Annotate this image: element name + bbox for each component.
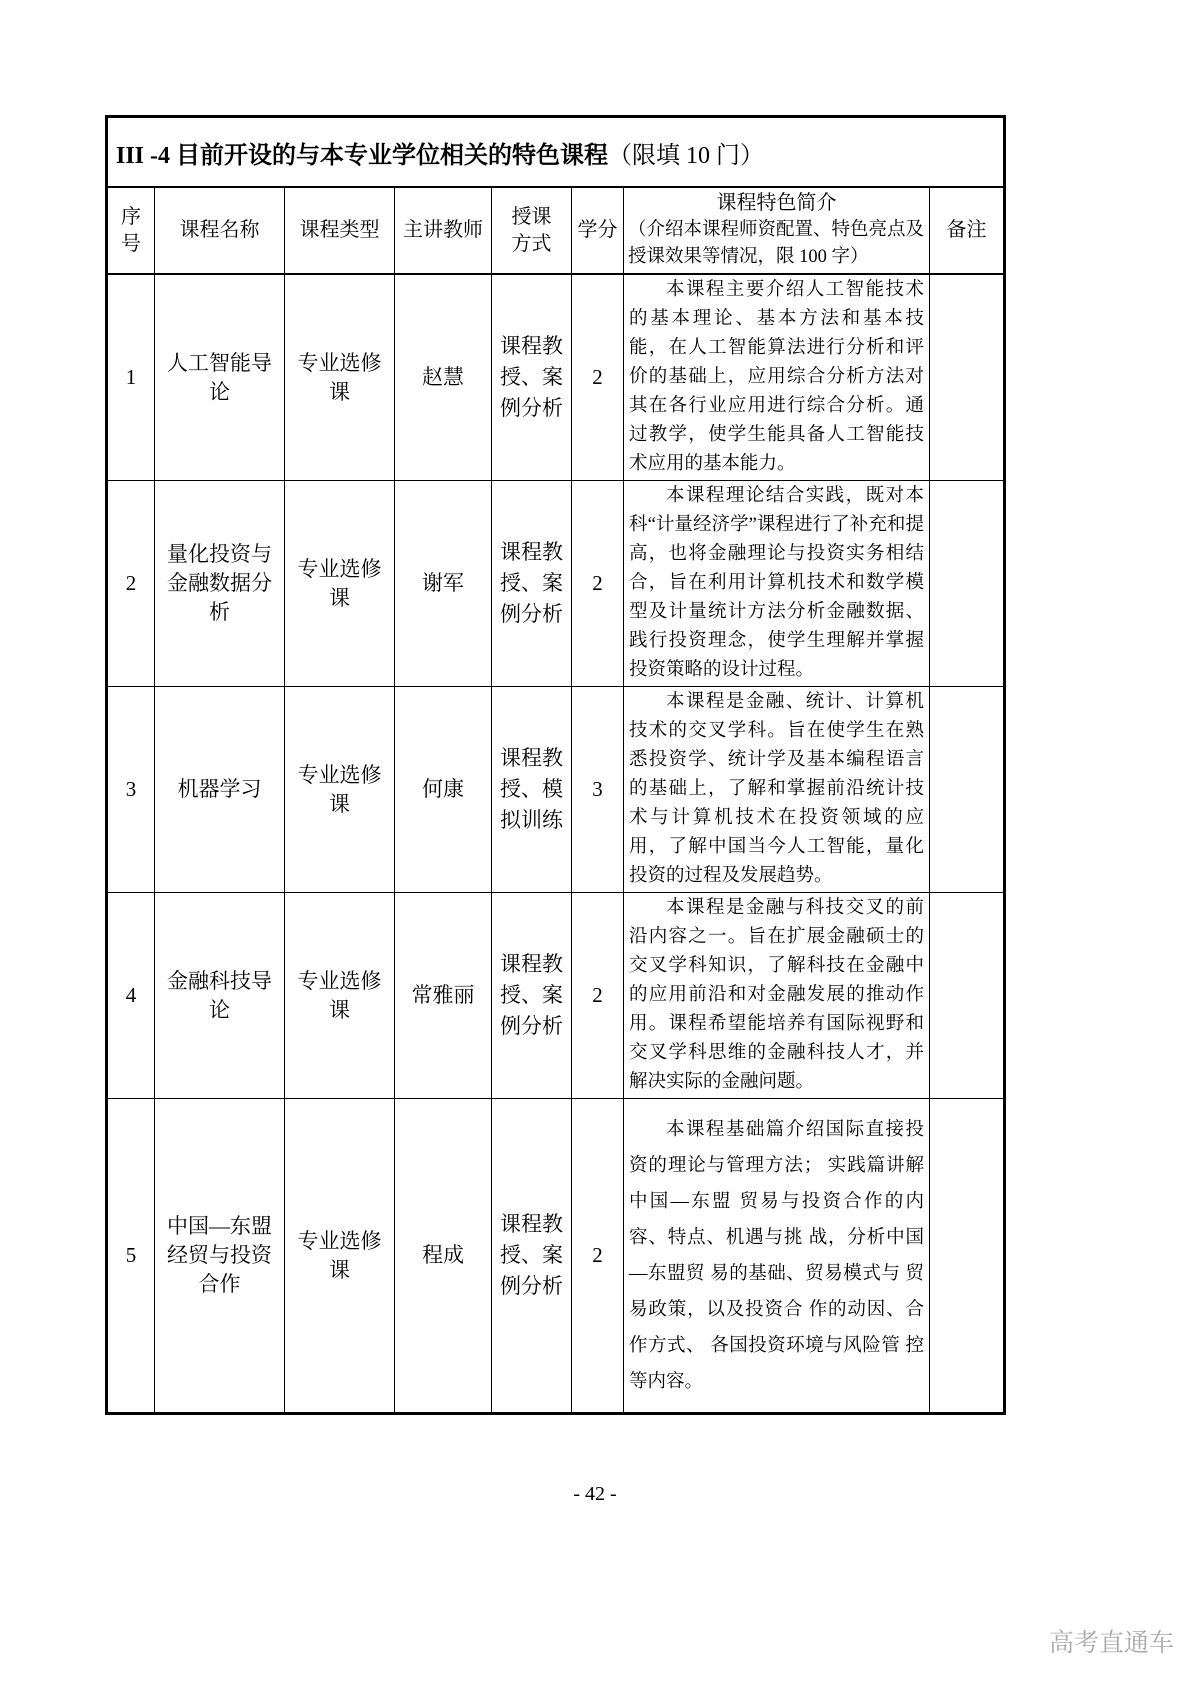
- row-index: 2: [107, 481, 155, 687]
- table-title-text: III -4 目前开设的与本专业学位相关的特色课程: [116, 142, 609, 169]
- featured-courses-table: [105, 115, 1006, 1415]
- header-index: 序号: [107, 187, 155, 274]
- table-row: [107, 893, 1005, 1099]
- row-index: 4: [107, 893, 155, 1099]
- course-intro-text: 本课程是金融、统计、计算机技术的交叉学科。旨在使学生在熟悉投资学、统计学及基本编程语言的基础上，了解和掌握前沿统计技术与计算机技术在投资领域的应用，了解中国当今人工智能，量化投资的过程及发展趋势。: [629, 692, 924, 886]
- watermark: 高考直通车: [1048, 1629, 1174, 1657]
- course-teacher: 常雅丽: [395, 893, 492, 1099]
- header-intro-note: （介绍本课程师资配置、特色亮点及授课效果等情况，限 100 字）: [628, 220, 925, 267]
- course-credits: 2: [572, 1099, 624, 1414]
- course-method: 课程教授、案例分析: [492, 1099, 572, 1414]
- course-method: 课程教授、案例分析: [492, 274, 572, 481]
- course-credits: 2: [572, 481, 624, 687]
- course-intro-text: 本课程主要介绍人工智能技术的基本理论、基本方法和基本技能，在人工智能算法进行分析和评价的基础上，应用综合分析方法对其在各行业应用进行综合分析。通过教学，使学生能具备人工智能技术应用的基本能力。: [629, 280, 924, 474]
- course-remark: [930, 274, 1005, 481]
- header-course-type: 课程类型: [285, 187, 395, 274]
- table-title-row: [107, 117, 1005, 188]
- course-type: 专业选修课: [285, 1099, 395, 1414]
- course-remark: [930, 1099, 1005, 1414]
- course-type: 专业选修课: [285, 274, 395, 481]
- header-method: 授课方式: [492, 187, 572, 274]
- header-remark: 备注: [930, 187, 1005, 274]
- course-intro-text: 本课程基础篇介绍国际直接投资的理论与管理方法； 实践篇讲解中国—东盟 贸易与投资合作的内容、特点、机遇与挑 战，分析中国—东盟贸 易的基础、贸易模式与 贸易政策，以及投资合 作的动因、合作方式、 各国投资环境与风险管 控等内容。: [629, 1119, 924, 1392]
- header-course-name: 课程名称: [155, 187, 285, 274]
- course-credits: 2: [572, 274, 624, 481]
- course-type: 专业选修课: [285, 893, 395, 1099]
- table-row: [107, 481, 1005, 687]
- course-method: 课程教授、案例分析: [492, 481, 572, 687]
- table-row: [107, 1099, 1005, 1414]
- course-method: 课程教授、案例分析: [492, 893, 572, 1099]
- course-intro: [624, 481, 930, 687]
- course-intro: [624, 274, 930, 481]
- course-intro: [624, 687, 930, 893]
- page-number: - 42 -: [573, 1483, 617, 1505]
- course-intro-text: 本课程是金融与科技交叉的前沿内容之一。旨在扩展金融硕士的交叉学科知识，了解科技在金融中的应用前沿和对金融发展的推动作用。课程希望能培养有国际视野和交叉学科思维的金融科技人才，并解决实际的金融问题。: [629, 898, 924, 1092]
- header-intro: [624, 187, 930, 274]
- course-name: 中国—东盟经贸与投资合作: [155, 1099, 285, 1414]
- row-index: 5: [107, 1099, 155, 1414]
- course-name: 机器学习: [155, 687, 285, 893]
- course-remark: [930, 481, 1005, 687]
- course-type: 专业选修课: [285, 687, 395, 893]
- table-title-limit: （限填 10 门）: [608, 142, 765, 169]
- course-intro: [624, 1099, 930, 1414]
- course-credits: 2: [572, 893, 624, 1099]
- header-intro-title: 课程特色简介: [716, 192, 837, 214]
- course-teacher: 谢军: [395, 481, 492, 687]
- course-type: 专业选修课: [285, 481, 395, 687]
- table-row: [107, 274, 1005, 481]
- header-credits: 学分: [572, 187, 624, 274]
- course-remark: [930, 893, 1005, 1099]
- course-name: 量化投资与金融数据分析: [155, 481, 285, 687]
- table-title: [107, 117, 1005, 188]
- course-remark: [930, 687, 1005, 893]
- row-index: 3: [107, 687, 155, 893]
- table-header-row: [107, 187, 1005, 274]
- header-teacher: 主讲教师: [395, 187, 492, 274]
- course-name: 金融科技导论: [155, 893, 285, 1099]
- course-name: 人工智能导论: [155, 274, 285, 481]
- table-row: [107, 687, 1005, 893]
- course-intro: [624, 893, 930, 1099]
- course-intro-text: 本课程理论结合实践，既对本科“计量经济学”课程进行了补充和提高，也将金融理论与投资实务相结合，旨在利用计算机技术和数学模型及计量统计方法分析金融数据、践行投资理念，使学生理解并掌握投资策略的设计过程。: [629, 486, 924, 680]
- course-credits: 3: [572, 687, 624, 893]
- course-teacher: 何康: [395, 687, 492, 893]
- row-index: 1: [107, 274, 155, 481]
- course-teacher: 赵慧: [395, 274, 492, 481]
- course-method: 课程教授、模拟训练: [492, 687, 572, 893]
- course-teacher: 程成: [395, 1099, 492, 1414]
